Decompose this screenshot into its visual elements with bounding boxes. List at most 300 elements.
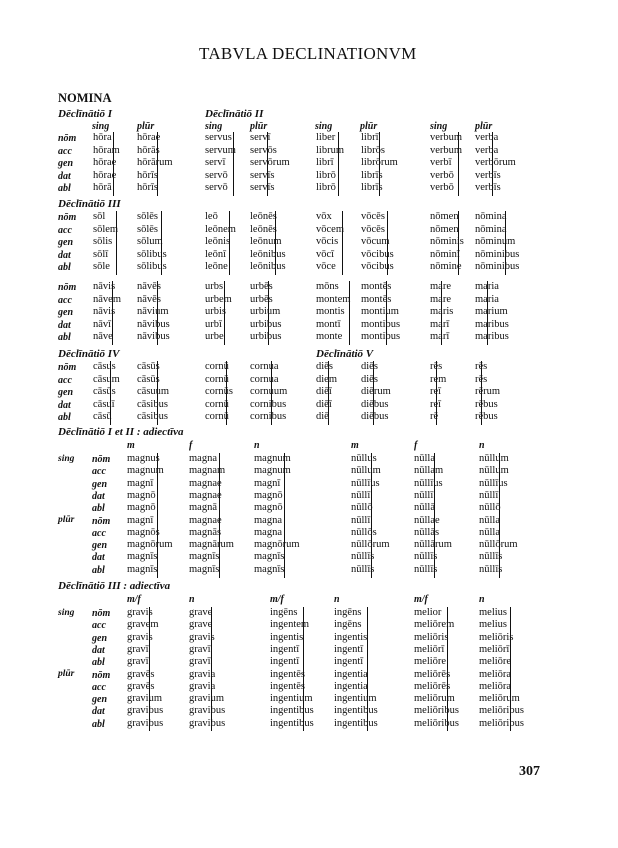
form-cell xyxy=(137,237,163,248)
word-ending: ae xyxy=(212,489,222,501)
stem-divider-line xyxy=(233,132,234,196)
word-ending: a xyxy=(506,668,512,680)
word-stem: ingent xyxy=(270,668,297,680)
stem-divider-line xyxy=(505,211,506,275)
form-cell xyxy=(250,412,286,423)
form-cell xyxy=(334,719,378,730)
word-stem: corn xyxy=(205,398,224,410)
word-ending: is xyxy=(441,631,449,643)
word-stem: magn xyxy=(254,477,278,489)
word-ending: ēs xyxy=(376,211,385,222)
form-cell xyxy=(93,146,120,157)
word-stem: mar xyxy=(430,318,447,330)
form-cell xyxy=(479,466,509,477)
form-cell xyxy=(250,400,286,411)
word-ending: ua xyxy=(268,373,279,385)
word-stem: magn xyxy=(127,489,151,501)
word-ending: is xyxy=(207,631,215,643)
word-ending: ibus xyxy=(264,318,282,330)
word-stem: serv xyxy=(250,132,268,143)
form-cell xyxy=(479,620,507,631)
word-stem: nāv xyxy=(93,281,109,292)
form-cell xyxy=(250,250,286,261)
form-cell xyxy=(137,332,170,343)
case-label: gen xyxy=(58,307,73,318)
word-ending: is xyxy=(331,236,339,247)
word-ending: ārum xyxy=(151,157,173,169)
word-stem: sōl xyxy=(93,211,106,222)
word-stem: libr xyxy=(361,169,376,181)
form-cell xyxy=(334,670,368,681)
form-cell xyxy=(205,250,226,261)
form-cell xyxy=(254,565,284,576)
form-cell xyxy=(250,362,279,373)
word-stem: grav xyxy=(127,717,146,729)
word-stem: nūll xyxy=(479,539,496,551)
form-cell xyxy=(250,295,273,306)
word-stem: magn xyxy=(127,477,151,489)
word-ending: ēs xyxy=(149,223,159,235)
word-stem: vōc xyxy=(361,211,377,222)
word-stem: nūll xyxy=(414,526,431,538)
word-stem: magn xyxy=(189,551,213,563)
word-stem: mont xyxy=(361,281,383,292)
form-cell xyxy=(475,146,498,157)
word-ending: īs xyxy=(430,551,438,563)
word-ending: em xyxy=(296,619,310,631)
word-ending: ō xyxy=(222,169,228,181)
form-cell xyxy=(127,694,162,705)
word-stem: meliōr xyxy=(479,693,507,705)
word-ending: uī xyxy=(106,398,115,410)
form-cell xyxy=(475,250,519,261)
word-stem: nāv xyxy=(137,306,153,317)
word-ending: ibus xyxy=(268,248,286,260)
word-stem: leōn xyxy=(250,248,269,260)
word-stem: nūll xyxy=(414,514,431,526)
word-ending: ibus xyxy=(150,411,168,422)
word-stem: cās xyxy=(137,398,151,410)
word-ending: ēs xyxy=(441,680,451,692)
stem-divider-line xyxy=(303,607,304,731)
stem-divider-line xyxy=(161,211,162,275)
stem-divider-line xyxy=(441,281,442,345)
case-label: dat xyxy=(92,706,105,718)
word-stem: meliōr xyxy=(414,717,442,729)
word-ending: ī xyxy=(367,489,371,501)
word-ending: um xyxy=(222,144,236,156)
case-label: gen xyxy=(92,632,107,644)
word-stem: hōr xyxy=(93,169,107,181)
form-cell xyxy=(414,670,450,681)
word-ending: ibus xyxy=(207,717,226,729)
word-ending: us xyxy=(106,361,116,372)
form-cell xyxy=(334,706,378,717)
word-ending: ium xyxy=(145,693,163,705)
word-ending: a xyxy=(495,514,501,526)
word-ending: ū xyxy=(106,411,112,422)
word-ending: um xyxy=(277,453,291,464)
word-stem: nūll xyxy=(414,539,431,551)
word-ending: ō xyxy=(222,182,228,194)
form-cell xyxy=(361,262,394,273)
form-cell xyxy=(189,528,221,539)
word-stem: urb xyxy=(250,281,264,292)
word-ending: ae xyxy=(151,132,161,143)
word-ending: īs xyxy=(267,169,275,181)
word-stem: urb xyxy=(250,293,264,305)
word-stem: grav xyxy=(127,705,146,717)
word-stem: urb xyxy=(205,281,219,292)
word-stem: ingent xyxy=(334,693,361,705)
word-ending: ae xyxy=(212,477,222,489)
word-ending: is xyxy=(105,236,113,247)
word-stem: di xyxy=(316,386,325,397)
word-ending: em xyxy=(331,223,344,235)
form-cell xyxy=(254,540,300,551)
word-stem: grav xyxy=(189,619,208,631)
word-ending: īs xyxy=(375,169,383,181)
word-stem: vōc xyxy=(361,223,377,235)
stem-divider-line xyxy=(367,607,368,731)
stem-divider-line xyxy=(447,607,448,731)
case-label: acc xyxy=(92,527,106,539)
word-stem: nōmin xyxy=(475,211,502,222)
word-ending: īus xyxy=(430,477,443,489)
form-cell xyxy=(414,706,459,717)
word-stem: nūll xyxy=(479,502,496,514)
stem-divider-line xyxy=(499,453,500,578)
form-cell xyxy=(316,262,336,273)
stem-divider-line xyxy=(211,607,212,731)
form-cell xyxy=(351,528,377,539)
word-stem: nūll xyxy=(351,526,368,538)
form-cell xyxy=(361,375,378,386)
word-ending: ī xyxy=(296,643,300,655)
stem-divider-line xyxy=(386,281,387,345)
gender-column-header: m xyxy=(351,440,359,451)
word-stem: grav xyxy=(189,668,208,680)
word-stem: magn xyxy=(254,514,278,526)
word-ending: īs xyxy=(277,563,285,575)
word-stem: sōl xyxy=(93,248,106,260)
word-stem: urb xyxy=(205,293,219,305)
word-ending: a xyxy=(277,526,282,538)
word-ending: īs xyxy=(151,182,159,194)
word-stem: magn xyxy=(127,502,151,514)
word-stem: mar xyxy=(430,281,447,292)
word-stem: urb xyxy=(250,318,264,330)
word-stem: sōl xyxy=(137,211,150,222)
word-ending: em xyxy=(105,223,119,235)
word-ending: em xyxy=(219,293,232,305)
form-cell xyxy=(475,237,515,248)
word-stem: mont xyxy=(361,293,383,305)
form-cell xyxy=(250,387,287,398)
word-ending: e xyxy=(456,261,462,272)
word-stem: hōr xyxy=(137,182,151,194)
word-stem: magn xyxy=(254,489,278,501)
word-stem: libr xyxy=(361,157,376,169)
case-label: acc xyxy=(92,681,106,693)
word-ending: ō xyxy=(330,169,336,181)
stem-divider-line xyxy=(338,132,339,196)
form-cell xyxy=(475,212,507,223)
word-stem: magn xyxy=(127,551,151,563)
form-cell xyxy=(189,620,212,631)
case-label: dat xyxy=(92,490,105,502)
form-cell xyxy=(414,528,439,539)
word-stem: urb xyxy=(250,331,264,342)
word-ending: ī xyxy=(495,489,499,501)
case-label: nōm xyxy=(92,515,111,527)
case-label: nōm xyxy=(58,282,77,293)
word-stem: r xyxy=(475,398,479,410)
word-ending: am xyxy=(212,465,226,477)
word-stem: di xyxy=(316,361,325,372)
case-label: nōm xyxy=(58,133,77,144)
case-label: acc xyxy=(58,145,72,157)
word-ending: ī xyxy=(330,157,334,169)
stem-divider-line xyxy=(224,281,225,345)
word-stem: r xyxy=(430,373,434,385)
word-stem: nūll xyxy=(351,489,368,501)
gender-column-header: m/f xyxy=(414,594,428,605)
word-stem: hōr xyxy=(93,132,107,143)
form-cell xyxy=(361,146,385,157)
word-ending: ium xyxy=(382,306,399,317)
word-stem: grav xyxy=(189,680,208,692)
word-stem: ingent xyxy=(270,631,297,643)
form-cell xyxy=(127,491,156,502)
word-stem: nāv xyxy=(137,281,153,292)
word-ending: ī xyxy=(430,489,434,501)
word-stem: di xyxy=(316,373,325,385)
word-stem: nāv xyxy=(93,318,109,330)
word-stem: r xyxy=(475,373,479,385)
word-ending: ibus xyxy=(360,705,378,717)
word-stem: ingent xyxy=(270,656,297,668)
word-stem: verb xyxy=(475,144,494,156)
word-stem: nūll xyxy=(479,563,496,575)
word-ending: īus xyxy=(495,477,508,489)
declension-heading: Dēclīnātiō III xyxy=(58,198,121,210)
word-stem: nūll xyxy=(351,539,368,551)
word-stem: meliōr xyxy=(414,668,442,680)
word-ending: ū xyxy=(223,361,229,372)
word-stem: nōmin xyxy=(430,236,457,247)
word-stem: grav xyxy=(189,631,208,643)
word-ending: īs xyxy=(150,563,158,575)
stem-divider-line xyxy=(267,132,268,196)
word-ending: īs xyxy=(277,551,285,563)
word-ending: ae xyxy=(107,169,117,181)
word-stem: nūll xyxy=(479,465,496,477)
form-cell xyxy=(270,608,297,619)
word-stem: nūll xyxy=(414,453,431,464)
form-cell xyxy=(316,237,338,248)
case-label: abl xyxy=(92,564,105,576)
form-cell xyxy=(479,608,507,619)
form-cell xyxy=(479,479,508,490)
form-cell xyxy=(316,375,337,386)
word-ending: ēī xyxy=(324,386,332,397)
word-ending: ī xyxy=(150,477,154,489)
word-stem: nūll xyxy=(414,502,431,514)
word-ending: a xyxy=(493,132,499,143)
word-stem: verb xyxy=(475,132,494,143)
word-stem: verb xyxy=(430,144,449,156)
word-ending: is xyxy=(108,281,116,292)
word-ending: ī xyxy=(219,318,222,330)
word-stem: vōc xyxy=(361,261,377,272)
word-stem: grav xyxy=(127,680,146,692)
form-cell xyxy=(250,212,277,223)
form-cell xyxy=(270,719,314,730)
word-stem: vōc xyxy=(316,261,332,272)
word-ending: em xyxy=(441,619,455,631)
form-cell xyxy=(137,307,169,318)
word-ending: uum xyxy=(268,386,288,397)
section-heading: NOMINA xyxy=(58,91,112,105)
stem-divider-line xyxy=(271,361,272,425)
form-cell xyxy=(475,225,507,236)
word-ending: ā xyxy=(430,502,436,514)
number-label: plūr xyxy=(58,669,75,679)
word-ending: a xyxy=(495,526,501,538)
form-cell xyxy=(250,237,282,248)
form-cell xyxy=(316,171,336,182)
form-cell xyxy=(479,670,511,681)
word-stem: leōn xyxy=(205,248,224,260)
form-cell xyxy=(205,183,228,194)
form-cell xyxy=(316,133,335,144)
word-stem: serv xyxy=(250,182,268,194)
word-stem: vōc xyxy=(316,223,332,235)
word-stem: verb xyxy=(430,169,449,181)
word-ending: ī xyxy=(506,643,510,655)
form-cell xyxy=(430,375,446,386)
word-ending: um xyxy=(495,465,509,477)
word-stem: grav xyxy=(127,643,146,655)
word-ending: um xyxy=(367,465,381,477)
word-stem: leōn xyxy=(250,223,269,235)
word-ending: em xyxy=(337,293,351,305)
word-stem: mar xyxy=(430,306,447,317)
case-label: abl xyxy=(58,262,71,273)
form-cell xyxy=(351,503,373,514)
form-cell xyxy=(430,183,454,194)
word-stem: nūll xyxy=(351,563,368,575)
word-stem: magn xyxy=(254,551,278,563)
word-ending: is xyxy=(296,631,304,643)
word-ending: um xyxy=(106,373,120,385)
form-cell xyxy=(189,491,222,502)
word-ending: ibus xyxy=(382,318,401,330)
word-ending: ō xyxy=(448,169,454,181)
word-stem: serv xyxy=(205,182,223,194)
form-cell xyxy=(479,645,509,656)
word-stem: hōr xyxy=(93,144,107,156)
word-ending: ibus xyxy=(150,398,168,410)
word-ending: ī xyxy=(145,656,149,668)
word-ending: ibus xyxy=(501,261,520,272)
word-ending: eī xyxy=(433,386,442,397)
declension-heading: Dēclīnātiō V xyxy=(316,348,374,360)
form-cell xyxy=(250,171,275,182)
word-stem: mont xyxy=(316,293,338,305)
word-stem: ingent xyxy=(270,643,297,655)
word-stem: mar xyxy=(430,331,447,342)
word-stem: ingēns xyxy=(270,607,298,618)
word-ending: e xyxy=(441,656,447,668)
form-cell xyxy=(479,516,500,527)
form-cell xyxy=(270,670,305,681)
word-ending: ibus xyxy=(501,248,520,260)
word-ending: ārum xyxy=(430,539,452,551)
page-number: 307 xyxy=(519,764,540,779)
word-stem: ingent xyxy=(270,717,297,729)
word-stem: vōc xyxy=(316,236,332,247)
form-cell xyxy=(334,694,377,705)
word-stem: cās xyxy=(137,373,151,385)
form-cell xyxy=(316,307,345,318)
word-ending: ibus xyxy=(145,717,164,729)
word-stem: nōmin xyxy=(475,223,502,235)
form-cell xyxy=(475,158,516,169)
form-cell xyxy=(414,516,440,527)
case-label: gen xyxy=(92,478,107,490)
word-ending: ēs xyxy=(382,293,392,305)
form-cell xyxy=(361,332,400,343)
word-stem: mar xyxy=(475,293,492,305)
word-ending: ibus xyxy=(441,717,459,729)
word-stem: nāv xyxy=(137,331,153,342)
word-stem: verb xyxy=(430,157,449,169)
word-ending: ibus xyxy=(268,398,287,410)
word-ending: ibus xyxy=(296,705,314,717)
word-stem: nūll xyxy=(414,563,431,575)
form-cell xyxy=(316,362,333,373)
word-ending: ua xyxy=(268,361,279,372)
word-ending: ō xyxy=(277,502,283,514)
form-cell xyxy=(189,719,225,730)
word-ending: a xyxy=(212,453,217,464)
form-cell xyxy=(430,262,462,273)
word-stem: mar xyxy=(475,318,492,330)
form-cell xyxy=(250,282,273,293)
form-cell xyxy=(270,694,313,705)
word-ending: ibus xyxy=(264,331,282,342)
form-cell xyxy=(475,400,498,411)
form-cell xyxy=(250,307,280,318)
form-cell xyxy=(430,225,459,236)
declension-heading: Dēclīnātiō II xyxy=(205,108,264,120)
word-stem: ingent xyxy=(334,717,361,729)
word-ending: ī xyxy=(207,656,211,668)
word-stem: magn xyxy=(254,465,278,477)
form-cell xyxy=(93,212,105,223)
word-ending: ibus xyxy=(382,331,401,342)
case-label: dat xyxy=(92,644,105,656)
form-cell xyxy=(475,307,508,318)
word-ending: em xyxy=(145,619,159,631)
stem-divider-line xyxy=(116,211,117,275)
form-cell xyxy=(93,362,116,373)
gender-column-header: n xyxy=(189,594,195,605)
form-cell xyxy=(93,133,112,144)
word-ending: is xyxy=(360,631,368,643)
